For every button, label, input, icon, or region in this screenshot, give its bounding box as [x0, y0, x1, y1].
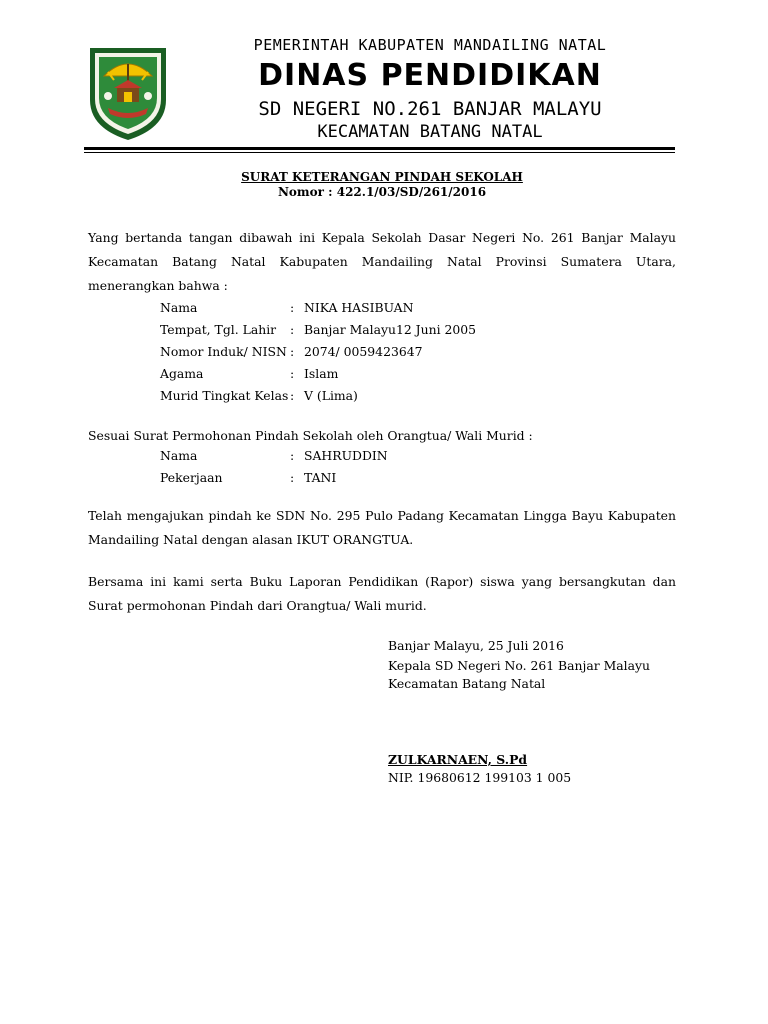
field-value: Islam — [304, 366, 339, 381]
intro-paragraph: Yang bertanda tangan dibawah ini Kepala Sekolah Dasar Negeri No. 261 Banjar Malayu Kecamatan Batang Natal Kabupaten Mandailing Natal Provinsi Sumatera Utara, menerangkan bahwa : — [88, 230, 676, 293]
field-separator: : — [290, 470, 295, 485]
field-separator: : — [290, 322, 295, 337]
field-label: Nama — [160, 300, 198, 315]
field-label: Nomor Induk/ NISN — [160, 344, 287, 359]
field-label: Tempat, Tgl. Lahir — [160, 322, 277, 337]
field-value: NIKA HASIBUAN — [304, 300, 414, 315]
letter-number: Nomor : 422.1/03/SD/261/2016 — [277, 185, 487, 199]
field-value: V (Lima) — [304, 388, 358, 403]
signature-place-date: Banjar Malayu, 25 Juli 2016 — [388, 638, 564, 653]
field-label: Pekerjaan — [160, 470, 223, 485]
letterhead-district: KECAMATAN BATANG NATAL — [317, 122, 543, 142]
signature-position: Kepala SD Negeri No. 261 Banjar Malayu — [388, 658, 651, 673]
field-separator: : — [290, 300, 295, 315]
field-separator: : — [290, 388, 295, 403]
field-value: 2074/ 0059423647 — [304, 344, 423, 359]
parent-intro: Sesuai Surat Permohonan Pindah Sekolah oleh Orangtua/ Wali Murid : — [88, 428, 533, 443]
letterhead-school: SD NEGERI NO.261 BANJAR MALAYU — [258, 98, 602, 120]
signatory-nip: NIP. 19680612 199103 1 005 — [388, 770, 572, 785]
field-separator: : — [290, 366, 295, 381]
letterhead-rule-thin — [84, 152, 675, 153]
field-separator: : — [290, 448, 295, 463]
field-label: Agama — [160, 366, 204, 381]
field-value: Banjar Malayu12 Juni 2005 — [304, 322, 477, 337]
field-label: Murid Tingkat Kelas — [160, 388, 289, 403]
letterhead-government: PEMERINTAH KABUPATEN MANDAILING NATAL — [253, 36, 607, 54]
attachment-paragraph: Bersama ini kami serta Buku Laporan Pendidikan (Rapor) siswa yang bersangkutan dan Surat permohonan Pindah dari Orangtua/ Wali murid. — [88, 574, 676, 613]
field-label: Nama — [160, 448, 198, 463]
field-separator: : — [290, 344, 295, 359]
letter-title: SURAT KETERANGAN PINDAH SEKOLAH — [241, 170, 523, 184]
letterhead-rule-thick — [84, 147, 675, 150]
field-value: SAHRUDDIN — [304, 448, 388, 463]
signature-position-district: Kecamatan Batang Natal — [388, 676, 546, 691]
transfer-paragraph: Telah mengajukan pindah ke SDN No. 295 Pulo Padang Kecamatan Lingga Bayu Kabupaten Mandailing Natal dengan alasan IKUT ORANGTUA. — [88, 508, 676, 547]
field-value: TANI — [304, 470, 337, 485]
signatory-name: ZULKARNAEN, S.Pd — [388, 752, 528, 767]
letterhead-department: DINAS PENDIDIKAN — [258, 58, 602, 93]
mandailing-natal-emblem-icon — [84, 42, 172, 142]
